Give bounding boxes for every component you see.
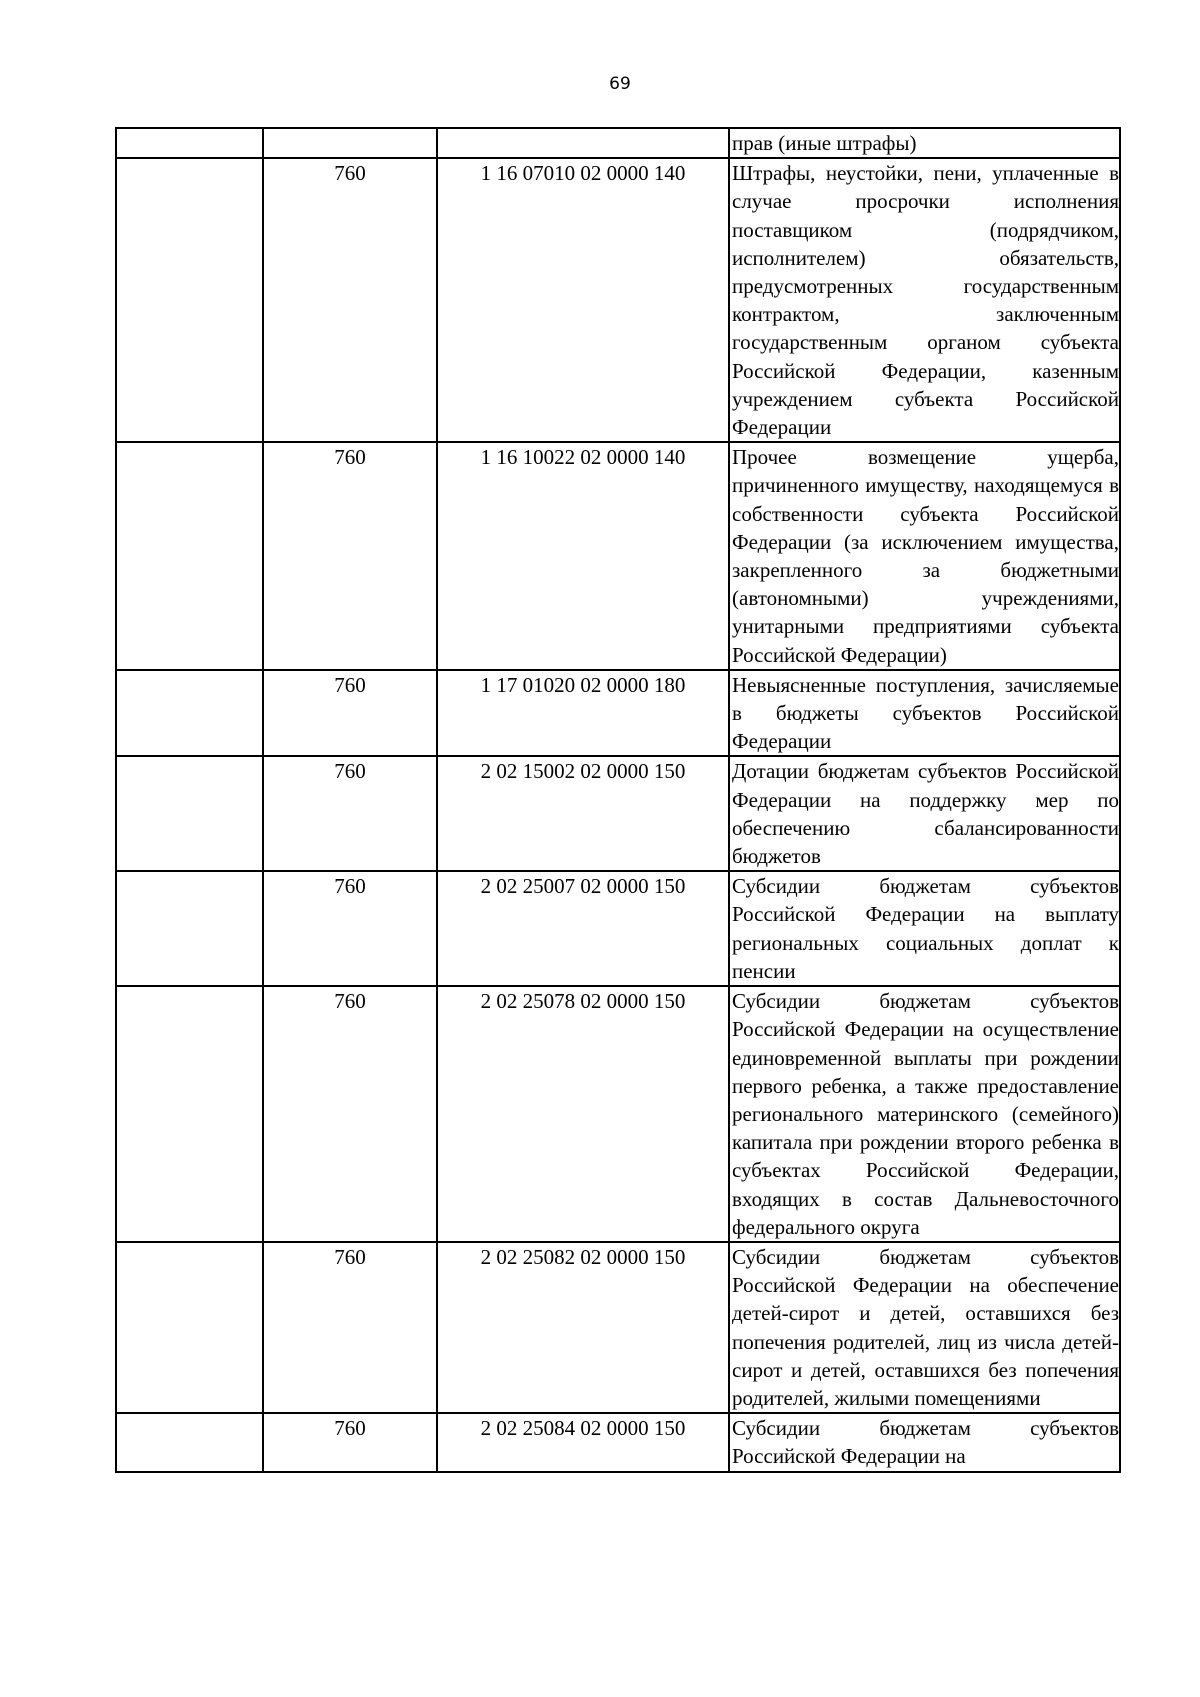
description-cell: Субсидии бюджетам субъектов Российской Федерации на выплату региональных социальных доплат к пенсии <box>729 871 1120 986</box>
description-cell: Дотации бюджетам субъектов Российской Федерации на поддержку мер по обеспечению сбалансированности бюджетов <box>729 756 1120 871</box>
admin-code: 760 <box>334 445 366 470</box>
description-cell: Штрафы, неустойки, пени, уплаченные в случае просрочки исполнения поставщиком (подрядчиком, исполнителем) обязательств, предусмотренных государственным контрактом, заключенным государственным органом субъекта Российской Федерации, казенным учреждением субъекта Российской Федерации <box>729 158 1120 442</box>
description-cell: Субсидии бюджетам субъектов Российской Федерации на обеспечение детей-сирот и детей, оставшихся без попечения родителей, лиц из числа детей-сирот и детей, оставшихся без попечения родителей, жилыми помещениями <box>729 1242 1120 1413</box>
description-cell: Прочее возмещение ущерба, причиненного имуществу, находящемуся в собственности субъекта Российской Федерации (за исключением имущества, закрепленного за бюджетными (автономными) учреждениями, унитарными предприятиями субъекта Российской Федерации) <box>729 442 1120 670</box>
budget-code-cell <box>437 1242 729 1413</box>
budget-code-cell <box>437 128 729 158</box>
admin-code-cell <box>263 1413 437 1471</box>
budget-code: 2 02 15002 02 0000 150 <box>480 759 686 784</box>
admin-code-cell <box>263 128 437 158</box>
table-row <box>116 158 1120 442</box>
budget-code: 2 02 25007 02 0000 150 <box>480 874 686 899</box>
table-row <box>116 1413 1120 1471</box>
admin-code-cell <box>263 871 437 986</box>
admin-code: 760 <box>334 759 366 784</box>
admin-code: 760 <box>334 1416 366 1441</box>
empty-cell <box>116 756 263 871</box>
budget-code: 1 16 07010 02 0000 140 <box>480 161 686 186</box>
empty-cell <box>116 158 263 442</box>
budget-code-cell <box>437 986 729 1242</box>
description-cell: Невыясненные поступления, зачисляемые в бюджеты субъектов Российской Федерации <box>729 670 1120 757</box>
empty-cell <box>116 1413 263 1471</box>
description-cell: Субсидии бюджетам субъектов Российской Федерации на <box>729 1413 1120 1471</box>
empty-cell <box>116 442 263 670</box>
budget-code: 2 02 25084 02 0000 150 <box>480 1416 686 1441</box>
page-number: 69 <box>609 74 631 94</box>
admin-code-cell <box>263 442 437 670</box>
admin-code-cell <box>263 158 437 442</box>
empty-cell <box>116 670 263 757</box>
admin-code: 760 <box>334 161 366 186</box>
budget-code-cell <box>437 1413 729 1471</box>
description-cell: прав (иные штрафы) <box>729 128 1120 158</box>
table-row <box>116 756 1120 871</box>
table-row <box>116 1242 1120 1413</box>
admin-code-cell <box>263 670 437 757</box>
table-row <box>116 670 1120 757</box>
description-cell: Субсидии бюджетам субъектов Российской Федерации на осуществление единовременной выплаты при рождении первого ребенка, а также предоставление регионального материнского (семейного) капитала при рождении второго ребенка в субъектах Российской Федерации, входящих в состав Дальневосточного федерального округа <box>729 986 1120 1242</box>
admin-code-cell <box>263 1242 437 1413</box>
empty-cell <box>116 871 263 986</box>
table-row <box>116 986 1120 1242</box>
admin-code: 760 <box>334 1244 366 1269</box>
empty-cell <box>116 128 263 158</box>
admin-code-cell <box>263 756 437 871</box>
budget-code-cell <box>437 442 729 670</box>
budget-code: 1 17 01020 02 0000 180 <box>480 672 686 697</box>
admin-code: 760 <box>334 874 366 899</box>
budget-code-cell <box>437 756 729 871</box>
empty-cell <box>116 1242 263 1413</box>
table-row <box>116 442 1120 670</box>
budget-code-cell <box>437 871 729 986</box>
admin-code: 760 <box>334 989 366 1014</box>
budget-code-cell <box>437 158 729 442</box>
budget-code: 1 16 10022 02 0000 140 <box>480 445 686 470</box>
revenue-codes-table <box>115 127 1121 1473</box>
table-row <box>116 871 1120 986</box>
admin-code: 760 <box>334 672 366 697</box>
admin-code-cell <box>263 986 437 1242</box>
table-row <box>116 128 1120 158</box>
budget-code: 2 02 25078 02 0000 150 <box>480 989 686 1014</box>
empty-cell <box>116 986 263 1242</box>
budget-code-cell <box>437 670 729 757</box>
budget-code: 2 02 25082 02 0000 150 <box>480 1244 686 1269</box>
